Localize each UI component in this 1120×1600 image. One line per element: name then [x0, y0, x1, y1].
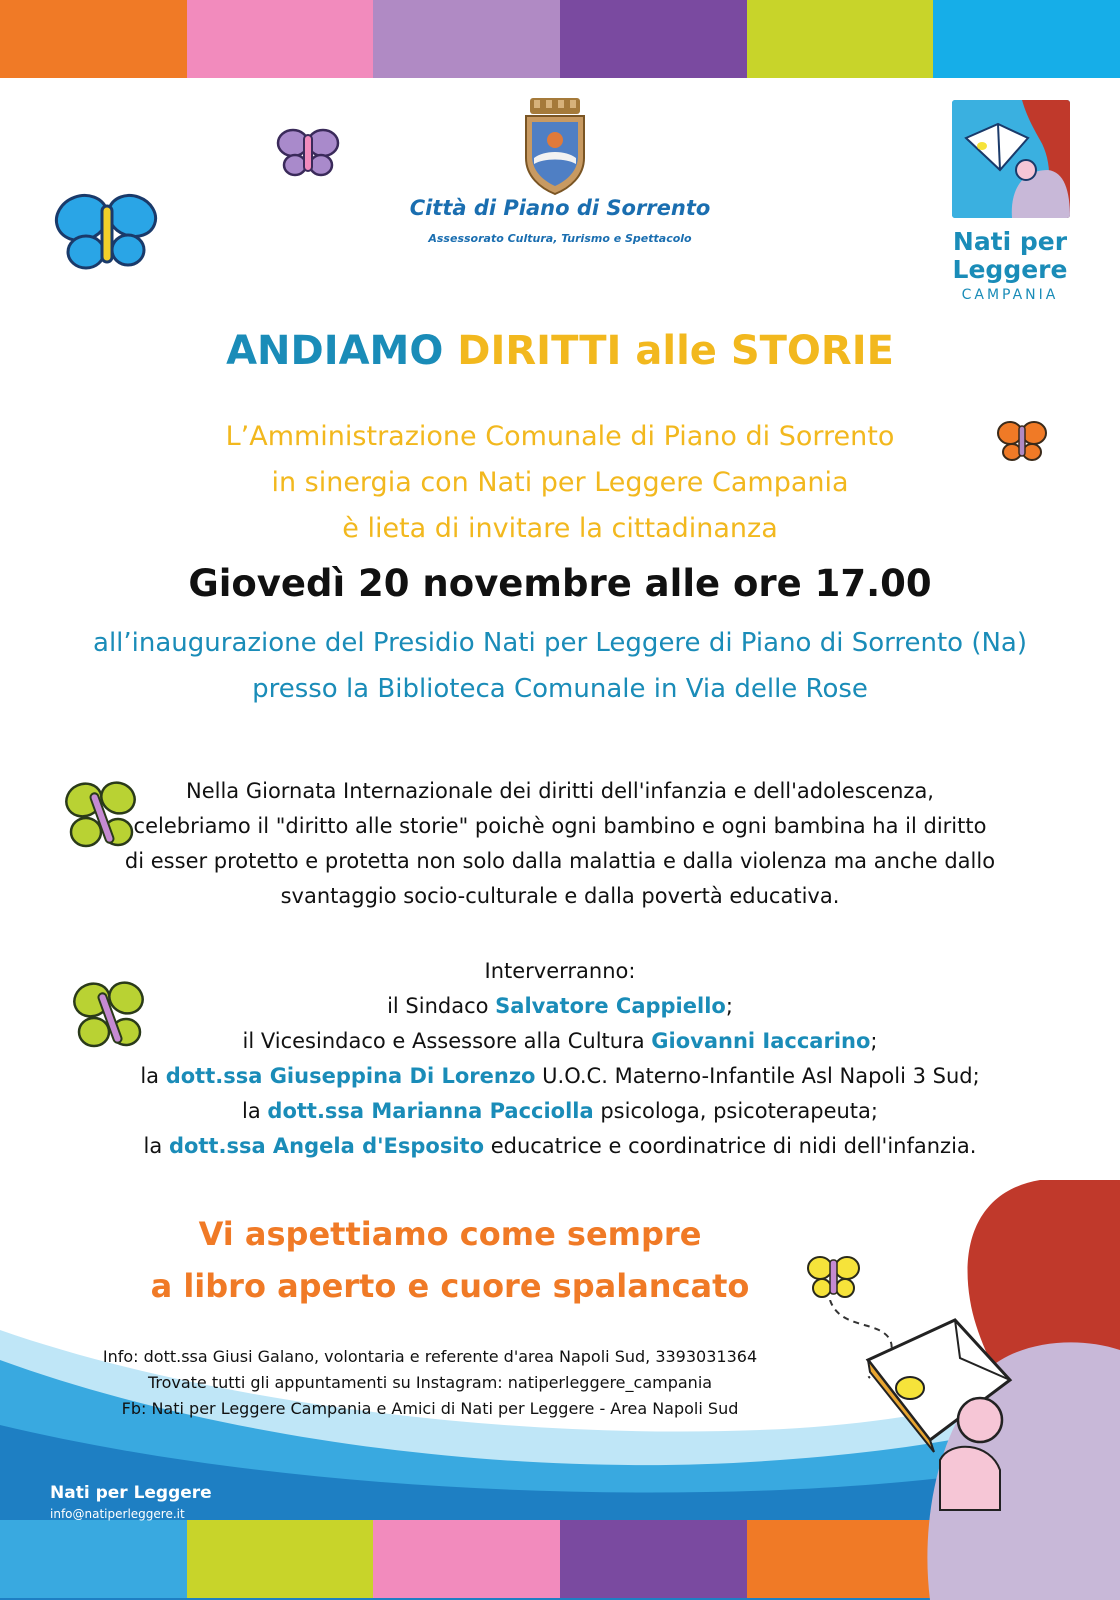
speaker-2-suffix: ; [870, 1029, 878, 1053]
bottom-stripe-1 [0, 1520, 187, 1598]
butterfly-yellow-icon [805, 1252, 863, 1306]
info-line2: Trovate tutti gli appuntamenti su Instagram: natiperleggere_campania [147, 1373, 713, 1392]
speaker-3 [0, 1059, 1120, 1094]
npl-logo-line2: Leggere [952, 255, 1068, 284]
event-line1: all’inaugurazione del Presidio Nati per Leggere di Piano di Sorrento (Na) [93, 628, 1027, 658]
npl-logo-text [940, 228, 1080, 306]
speaker-2-role: il Vicesindaco e Assessore alla Cultura [242, 1029, 652, 1053]
slogan-line1: Vi aspettiamo come sempre [198, 1215, 702, 1253]
top-color-stripes [0, 0, 1120, 78]
page-title [0, 326, 1120, 376]
speaker-1-suffix: ; [725, 994, 733, 1018]
speaker-4-name: dott.ssa Marianna Pacciolla [267, 1099, 594, 1123]
butterfly-purple-icon [275, 125, 341, 181]
intro-line1: L’Amministrazione Comunale di Piano di Sorrento [225, 421, 895, 452]
event-line2: presso la Biblioteca Comunale in Via delle Rose [252, 674, 868, 704]
info-line3: Fb: Nati per Leggere Campania e Amici di Nati per Leggere - Area Napoli Sud [121, 1399, 739, 1418]
npl-logo-line1: Nati per [952, 227, 1068, 256]
speaker-1-role: il Sindaco [387, 994, 496, 1018]
speaker-5-name: dott.ssa Angela d'Esposito [168, 1134, 485, 1158]
speaker-1-name: Salvatore Cappiello [495, 994, 726, 1018]
speaker-4-suffix: psicologa, psicoterapeuta; [593, 1099, 878, 1123]
speaker-4 [0, 1094, 1120, 1129]
intro-line3: è lieta di invitare la cittadinanza [342, 513, 778, 544]
speaker-2 [0, 1024, 1120, 1059]
speaker-4-role: la [242, 1099, 268, 1123]
speaker-3-suffix: U.O.C. Materno-Infantile Asl Napoli 3 Sud; [535, 1064, 980, 1088]
speaker-2-name: Giovanni Iaccarino [651, 1029, 871, 1053]
bottom-stripe-3 [373, 1520, 560, 1598]
description-line2: celebriamo il "diritto alle storie" poichè ogni bambino e ogni bambina ha il diritto [133, 814, 987, 838]
stripe-lilac [373, 0, 560, 78]
city-subtitle-text: Assessorato Cultura, Turismo e Spettacolo [428, 232, 692, 245]
stripe-orange [0, 0, 187, 78]
npl-logo-line3: CAMPANIA [961, 287, 1059, 303]
stripe-lime [747, 0, 934, 78]
intro-block [0, 414, 1120, 552]
bottom-stripe-4 [560, 1520, 747, 1598]
footer-brand: Nati per Leggere [50, 1483, 212, 1503]
speakers-heading: Interverranno: [484, 959, 636, 983]
speaker-5 [0, 1129, 1120, 1164]
info-line1: Info: dott.ssa Giusi Galano, volontaria e referente d'area Napoli Sud, 3393031364 [102, 1347, 758, 1366]
speaker-5-role: la [143, 1134, 169, 1158]
city-coat-of-arms-icon [520, 96, 590, 198]
stripe-cyan [933, 0, 1120, 78]
stripe-pink [187, 0, 374, 78]
title-part2: DIRITTI alle STORIE [457, 328, 894, 374]
event-date: Giovedì 20 novembre alle ore 17.00 [188, 562, 932, 605]
city-name-text: Città di Piano di Sorrento [409, 196, 711, 220]
speaker-3-name: dott.ssa Giuseppina Di Lorenzo [165, 1064, 536, 1088]
intro-line2: in sinergia con Nati per Leggere Campania [271, 467, 849, 498]
title-part1: ANDIAMO [226, 328, 444, 374]
speakers-block [0, 954, 1120, 1164]
reading-child-icon [952, 100, 1070, 218]
speaker-5-suffix: educatrice e coordinatrice di nidi dell'infanzia. [484, 1134, 977, 1158]
bottom-stripe-2 [187, 1520, 374, 1598]
footer-brand-block [50, 1482, 212, 1524]
description-line3: di esser protetto e protetta non solo dalla malattia e dalla violenza ma anche dallo [124, 849, 996, 873]
slogan-block [100, 1208, 800, 1312]
reading-mother-child-illustration [860, 1180, 1120, 1600]
info-block [60, 1344, 800, 1422]
slogan-line2: a libro aperto e cuore spalancato [150, 1267, 750, 1305]
npl-logo-badge [952, 100, 1070, 218]
description-line1: Nella Giornata Internazionale dei diritti dell'infanzia e dell'adolescenza, [186, 779, 934, 803]
footer-email[interactable]: info@natiperleggere.it [50, 1507, 185, 1521]
description-line4: svantaggio socio-culturale e dalla povertà educativa. [280, 884, 840, 908]
speaker-1 [0, 989, 1120, 1024]
speaker-3-role: la [140, 1064, 166, 1088]
description-block [0, 774, 1120, 914]
event-location [0, 620, 1120, 712]
stripe-purple [560, 0, 747, 78]
